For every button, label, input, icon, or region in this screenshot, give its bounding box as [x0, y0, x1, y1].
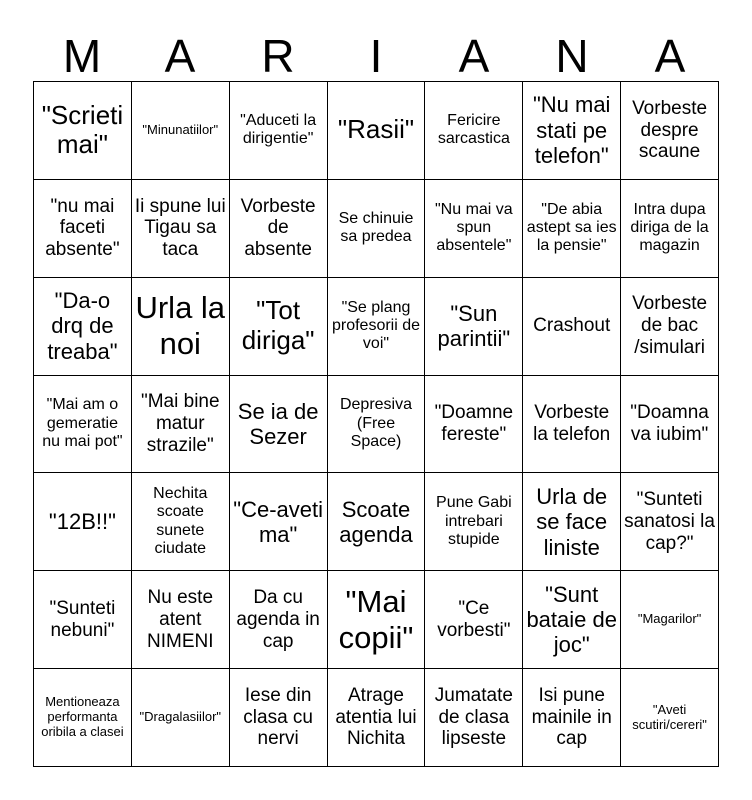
- bingo-cell[interactable]: [425, 180, 523, 278]
- bingo-grid: [33, 81, 719, 767]
- cell-text: Fericire sarcastica: [437, 112, 510, 148]
- cell-text: "Minunatiilor": [142, 121, 219, 137]
- bingo-cell[interactable]: [230, 669, 328, 767]
- bingo-cell[interactable]: [523, 571, 621, 669]
- cell-text: "Da-o drq de treaba": [47, 288, 118, 364]
- cell-text: "Nu mai stati pe telefon": [532, 92, 611, 169]
- bingo-cell[interactable]: [132, 180, 230, 278]
- cell-text: Jumatate de clasa lipseste: [434, 684, 513, 750]
- bingo-cell[interactable]: [230, 376, 328, 474]
- cell-text: Mentioneaza performanta oribila a clasei: [41, 694, 124, 740]
- cell-text: Crashout: [533, 315, 611, 337]
- bingo-cell[interactable]: [328, 571, 426, 669]
- cell-text: Intra dupa diriga de la magazin: [630, 200, 709, 255]
- bingo-cell[interactable]: [34, 473, 132, 571]
- bingo-cell[interactable]: [523, 376, 621, 474]
- cell-text: "Doamne fereste": [434, 402, 514, 445]
- cell-text: "Nu mai va spun absentele": [435, 200, 513, 255]
- cell-text: "12B!!": [48, 509, 116, 535]
- header-letter: A: [164, 30, 196, 82]
- bingo-cell[interactable]: [34, 571, 132, 669]
- bingo-cell[interactable]: [34, 376, 132, 474]
- header-letter: I: [369, 30, 383, 82]
- bingo-cell[interactable]: [621, 376, 719, 474]
- cell-text: Da cu agenda in cap: [236, 586, 320, 652]
- bingo-cell[interactable]: [621, 278, 719, 376]
- cell-text: "Se plang profesorii de voi": [331, 298, 421, 353]
- bingo-cell[interactable]: [621, 669, 719, 767]
- header-letter: A: [458, 30, 490, 82]
- cell-text: Ii spune lui Tigau sa taca: [134, 195, 226, 261]
- bingo-cell[interactable]: [425, 278, 523, 376]
- bingo-cell[interactable]: [328, 82, 426, 180]
- bingo-header: [33, 30, 719, 82]
- cell-text: Scoate agenda: [339, 496, 413, 547]
- bingo-cell[interactable]: [230, 278, 328, 376]
- bingo-cell[interactable]: [621, 473, 719, 571]
- bingo-cell[interactable]: [230, 180, 328, 278]
- cell-text: Urla la noi: [135, 290, 226, 362]
- bingo-cell[interactable]: [328, 669, 426, 767]
- cell-text: Se chinuie sa predea: [338, 209, 414, 246]
- cell-text: Iese din clasa cu nervi: [243, 684, 313, 750]
- cell-text: Depresiva (Free Space): [339, 396, 412, 451]
- bingo-cell[interactable]: [328, 180, 426, 278]
- bingo-cell[interactable]: [523, 278, 621, 376]
- bingo-cell[interactable]: [523, 473, 621, 571]
- cell-text: Se ia de Sezer: [237, 398, 319, 449]
- bingo-cell[interactable]: [132, 473, 230, 571]
- cell-text: Urla de se face liniste: [536, 483, 608, 560]
- cell-text: Vorbeste de absente: [240, 195, 316, 261]
- cell-text: "Tot diriga": [241, 295, 315, 356]
- cell-text: "Mai bine matur strazile": [140, 391, 220, 456]
- cell-text: "Sunteti nebuni": [49, 597, 116, 641]
- cell-text: Atrage atentia lui Nichita: [335, 684, 417, 750]
- bingo-cell[interactable]: [328, 376, 426, 474]
- bingo-cell[interactable]: [132, 669, 230, 767]
- bingo-cell[interactable]: [34, 82, 132, 180]
- bingo-cell[interactable]: [523, 669, 621, 767]
- cell-text: Vorbeste de bac /simulari: [632, 293, 708, 359]
- bingo-cell[interactable]: [230, 473, 328, 571]
- cell-text: "Scrieti mai": [41, 99, 124, 160]
- cell-text: "Ce vorbesti": [437, 597, 511, 641]
- header-letter: A: [654, 30, 686, 82]
- cell-text: "Sunteti sanatosi la cap?": [624, 489, 715, 554]
- bingo-cell[interactable]: [328, 278, 426, 376]
- header-letter: R: [261, 30, 295, 82]
- cell-text: "Sun parintii": [437, 300, 511, 352]
- bingo-cell[interactable]: [132, 82, 230, 180]
- bingo-cell[interactable]: [523, 82, 621, 180]
- bingo-cell[interactable]: [230, 571, 328, 669]
- bingo-cell[interactable]: [621, 82, 719, 180]
- bingo-cell[interactable]: [34, 278, 132, 376]
- cell-text: "Rasii": [337, 114, 415, 145]
- bingo-cell[interactable]: [34, 180, 132, 278]
- bingo-cell[interactable]: [34, 669, 132, 767]
- cell-text: Isi pune mainile in cap: [531, 684, 612, 750]
- bingo-cell[interactable]: [425, 82, 523, 180]
- cell-text: Nu este atent NIMENI: [147, 586, 214, 652]
- bingo-cell[interactable]: [328, 473, 426, 571]
- bingo-cell[interactable]: [621, 571, 719, 669]
- cell-text: "Mai copii": [338, 584, 414, 655]
- cell-text: "Dragalasiilor": [139, 709, 222, 725]
- cell-text: Vorbeste despre scaune: [632, 97, 708, 163]
- bingo-cell[interactable]: [425, 473, 523, 571]
- bingo-cell[interactable]: [132, 571, 230, 669]
- bingo-cell[interactable]: [425, 669, 523, 767]
- header-letter: M: [62, 30, 102, 82]
- cell-text: "Mai am o gemeratie nu mai pot": [42, 396, 123, 451]
- cell-text: "Sunt bataie de joc": [526, 581, 617, 658]
- cell-text: "Aveti scutiri/cereri": [632, 701, 707, 732]
- bingo-cell[interactable]: [523, 180, 621, 278]
- cell-text: Pune Gabi intrebari stupide: [436, 494, 512, 549]
- bingo-cell[interactable]: [132, 376, 230, 474]
- bingo-cell[interactable]: [132, 278, 230, 376]
- cell-text: Vorbeste la telefon: [533, 402, 611, 445]
- cell-text: "Aduceti la dirigentie": [240, 112, 317, 148]
- cell-text: "nu mai faceti absente": [45, 195, 120, 261]
- cell-text: "Doamna va iubim": [630, 402, 709, 445]
- bingo-cell[interactable]: [621, 180, 719, 278]
- bingo-cell[interactable]: [425, 571, 523, 669]
- cell-text: "De abia astept sa ies la pensie": [526, 200, 617, 255]
- bingo-cell[interactable]: [425, 376, 523, 474]
- cell-text: "Ce-aveti ma": [233, 496, 323, 547]
- cell-text: Nechita scoate sunete ciudate: [153, 485, 208, 558]
- header-letter: N: [555, 30, 589, 82]
- cell-text: "Magarilor": [637, 611, 702, 627]
- bingo-cell[interactable]: [230, 82, 328, 180]
